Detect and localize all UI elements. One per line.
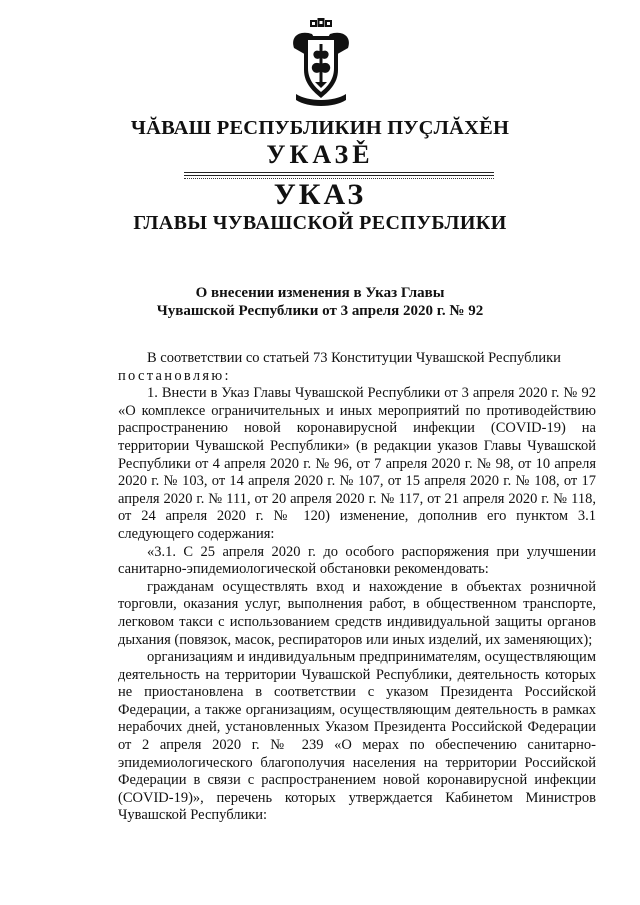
decree-subject-line-2: Чувашской Республики от 3 апреля 2020 г. № 92: [156, 303, 484, 319]
postanovlyayu: постановляю:: [118, 367, 231, 384]
intro-text: В соответствии со статьей 73 Конституции Чувашской Республики: [147, 350, 561, 366]
paragraph-4: организациям и индивидуальным предпринимателям, осуществляющим деятельность на территории Чувашской Республики, деятельность которых не приостановлена в соответствии с указом Президента Российской Федерации, а также организациям, осуществляющим деятельность в рамках нерабочих дней, установленных Указом Президента Российской Федерации от 2 апреля 2020 г. № 239 «О мерах по обеспечению санитарно-эпидемиологического благополучия населения на территории Российской Федерации в связи с распространением новой коронавирусной инфекции (COVID-19)», перечень которых утверждается Кабинетом Министров Чувашской Республики:: [118, 649, 596, 824]
paragraph-1: 1. Внести в Указ Главы Чувашской Республики от 3 апреля 2020 г. № 92 «О комплексе ограничительных и иных мероприятий по противодействию распространению новой коронавирусной инфекции (COVID-19) на территории Чувашской Республики» (в редакции указов Главы Чувашской Республики от 4 апреля 2020 г. № 96, от 7 апреля 2020 г. № 98, от 10 апреля 2020 г. № 103, от 14 апреля 2020 г. № 107, от 15 апреля 2020 г. № 108, от 17 апреля 2020 г. № 111, от 20 апреля 2020 г. № 117, от 21 апреля 2020 г. № 118, от 24 апреля 2020 г. № 120) изменение, дополнив его пунктом 3.1 следующего содержания:: [118, 385, 596, 542]
chuvash-decree-title: УКАЗĚ: [266, 140, 374, 169]
russian-header-line: ГЛАВЫ ЧУВАШСКОЙ РЕСПУБЛИКИ: [133, 212, 507, 234]
decree-subject-line-1: О внесении изменения в Указ Главы: [195, 285, 445, 301]
paragraph-2: «3.1. С 25 апреля 2020 г. до особого распоряжения при улучшении санитарно-эпидемиологической обстановки рекомендовать:: [118, 543, 596, 578]
decree-body: [118, 350, 596, 825]
russian-decree-title: УКАЗ: [273, 178, 367, 211]
header-divider: [184, 175, 494, 176]
header-divider: [184, 172, 494, 173]
chuvash-header-line: ЧĂВАШ РЕСПУБЛИКИН ПУÇЛĂХĚН: [130, 117, 510, 139]
chuvash-coat-of-arms: [288, 18, 354, 110]
intro-paragraph: [118, 350, 596, 368]
paragraph-3: гражданам осуществлять вход и нахождение в объектах розничной торговли, оказания услуг, выполнения работ, в общественном транспорте, легковом такси с использованием средств индивидуальной защиты органов дыхания (повязок, масок, респираторов или иных изделий, их заменяющих);: [118, 578, 596, 648]
